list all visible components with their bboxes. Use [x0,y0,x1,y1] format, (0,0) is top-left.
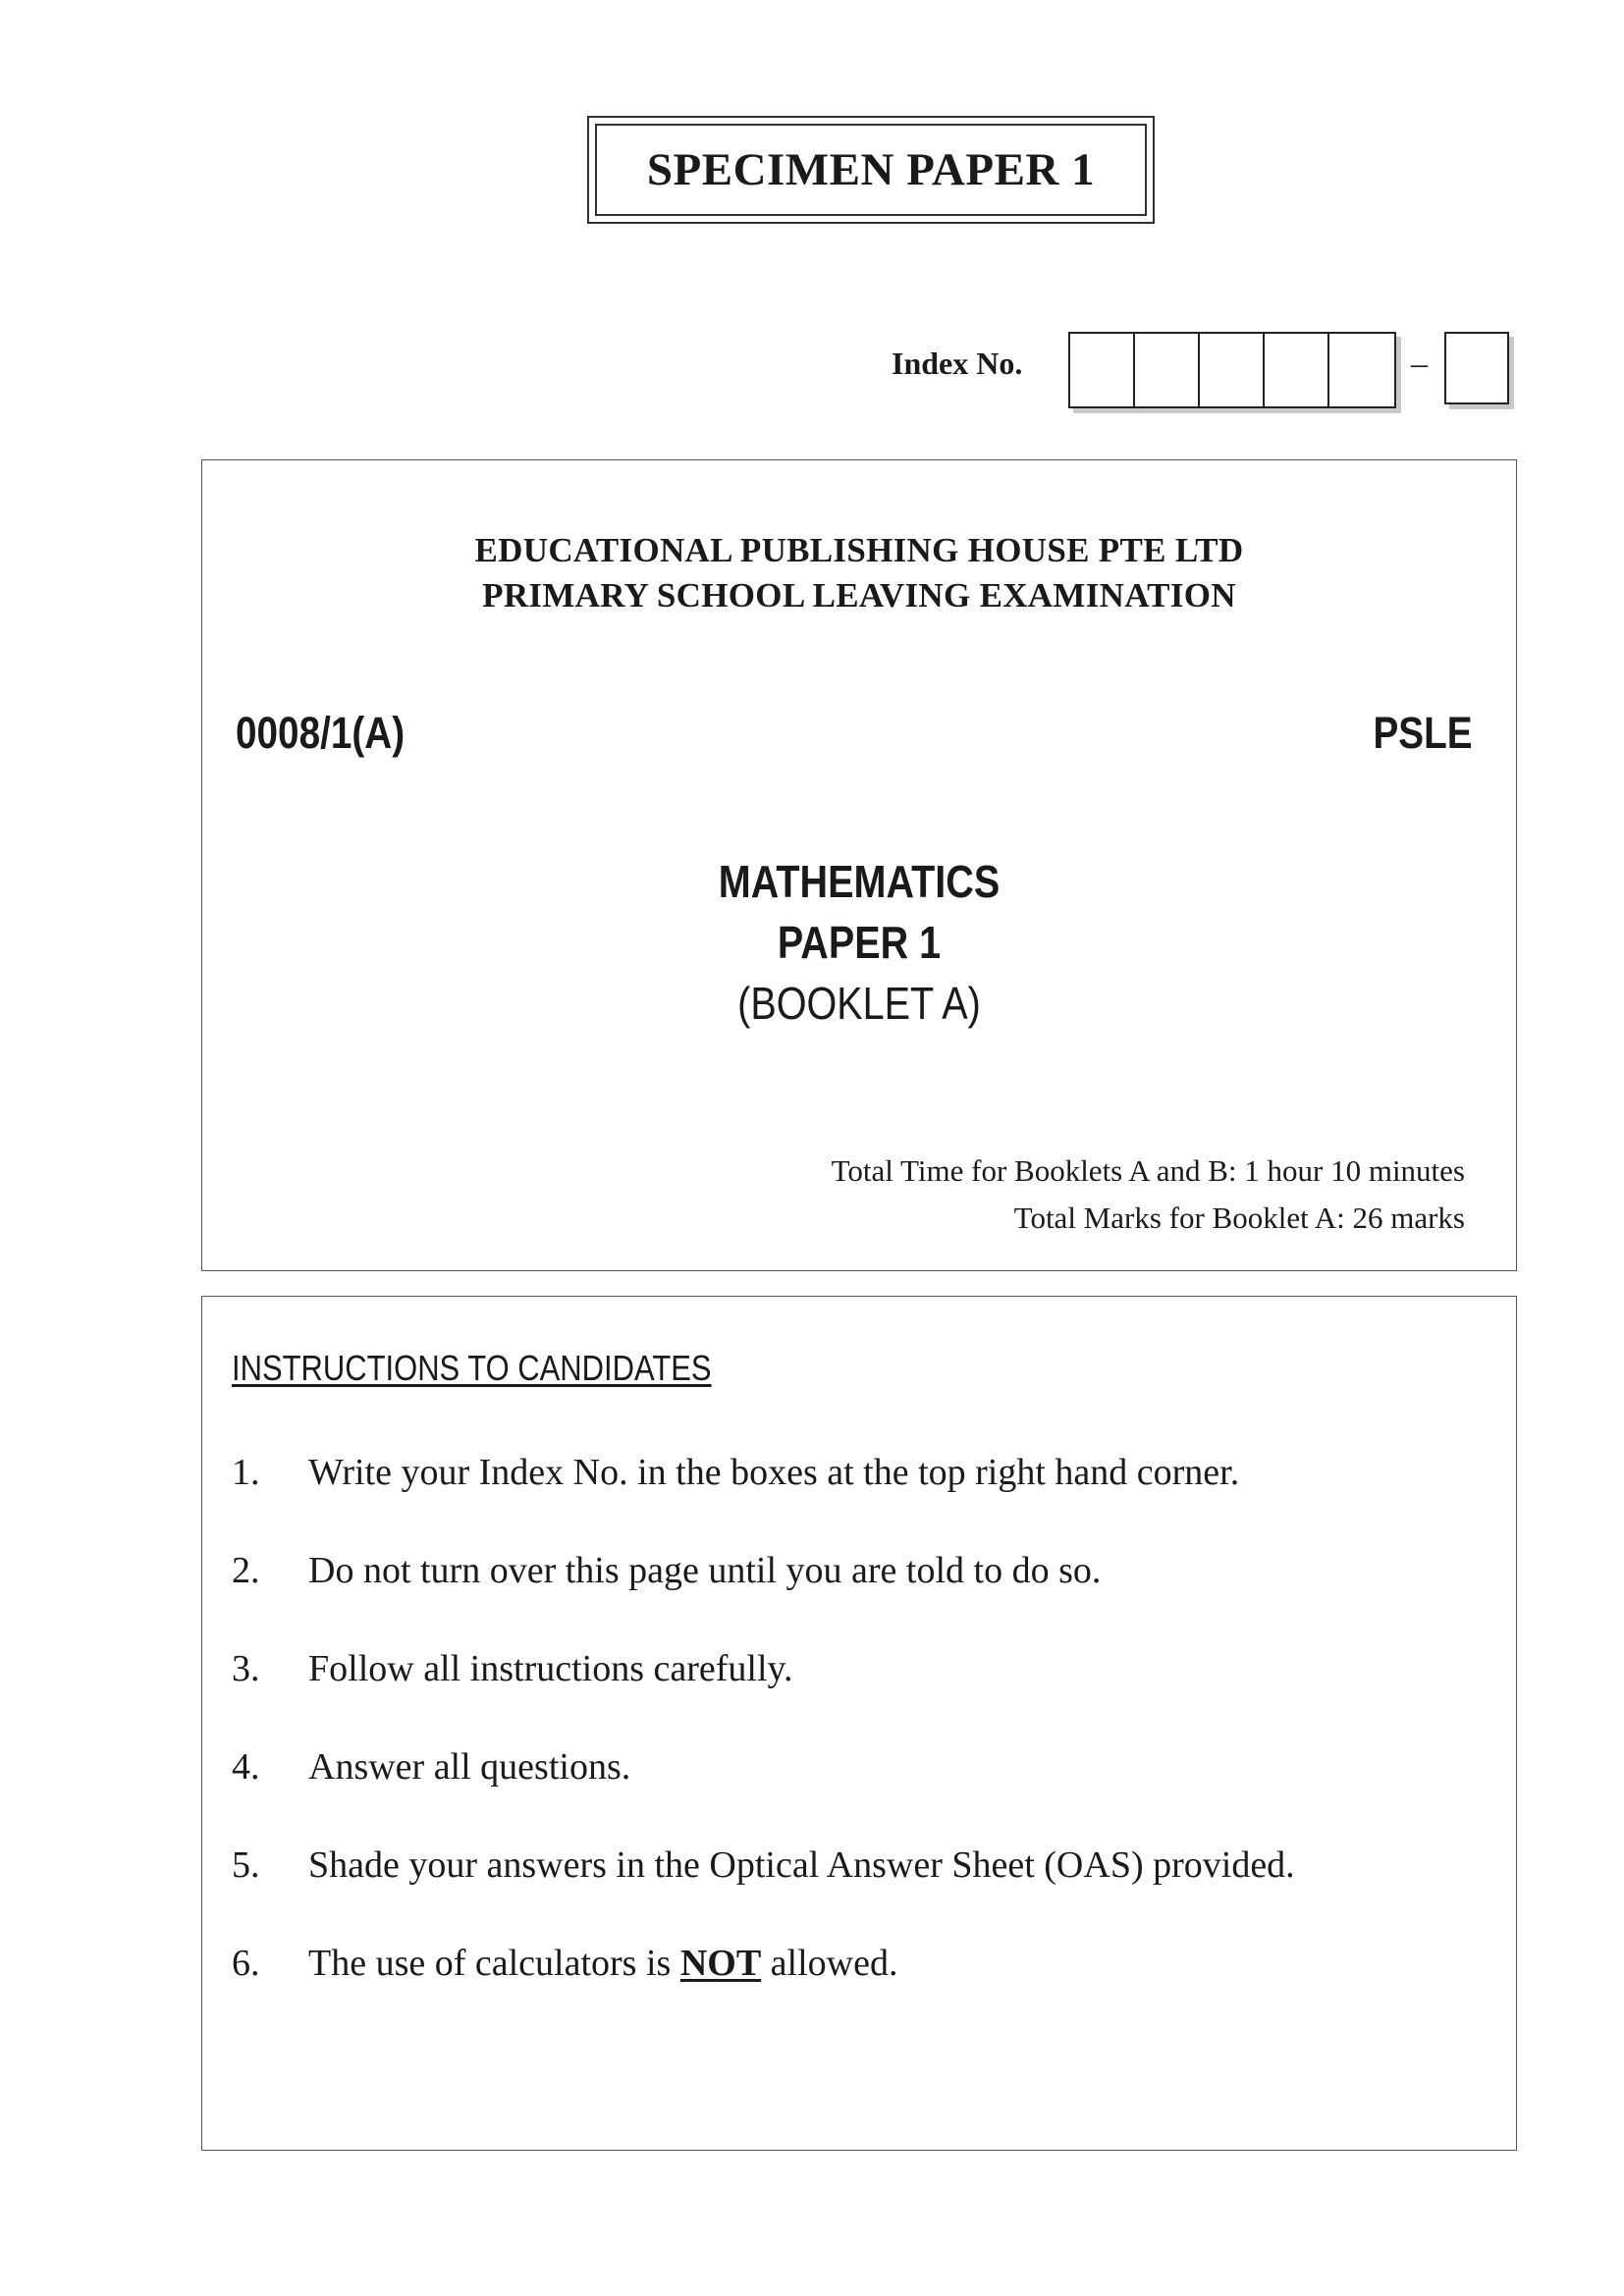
instruction-number: 3. [232,1648,260,1689]
instruction-emphasis: NOT [679,1943,762,1984]
instruction-item [232,1942,897,1985]
total-marks: Total Marks for Booklet A: 26 marks [1013,1201,1465,1235]
paper-code: 0008/1(A) [236,708,406,758]
instruction-text: Answer all questions. [308,1746,631,1788]
exam-header-box [201,459,1517,1271]
index-digit-box[interactable] [1200,334,1265,406]
subject-title: MATHEMATICS [718,856,1001,907]
instruction-number: 2. [232,1550,260,1591]
instruction-number: 4. [232,1746,260,1788]
instruction-number: 6. [232,1943,260,1984]
index-suffix-box[interactable] [1444,332,1509,404]
instruction-item [232,1843,1295,1887]
specimen-title-box [587,116,1155,224]
instruction-text: Write your Index No. in the boxes at the top right hand corner. [308,1452,1240,1493]
paper-number: PAPER 1 [777,917,942,968]
instruction-item [232,1745,630,1789]
booklet-label: (BOOKLET A) [737,978,981,1029]
instruction-text-end: allowed. [761,1943,898,1984]
index-no-label: Index No. [892,346,1023,381]
instruction-number: 1. [232,1452,260,1493]
instructions-box [201,1296,1517,2151]
index-no-boxes [1068,332,1396,408]
index-digit-box[interactable] [1070,334,1135,406]
instructions-heading: INSTRUCTIONS TO CANDIDATES [232,1348,712,1388]
exam-name: PRIMARY SCHOOL LEAVING EXAMINATION [482,576,1236,614]
total-time: Total Time for Booklets A and B: 1 hour 10 minutes [831,1153,1465,1188]
instruction-text: Shade your answers in the Optical Answer Sheet (OAS) provided. [308,1844,1295,1886]
exam-code: PSLE [1373,708,1473,758]
instruction-item [232,1549,1101,1592]
specimen-title: SPECIMEN PAPER 1 [646,144,1096,195]
specimen-title-inner-frame [595,124,1147,216]
index-separator-dash: – [1411,346,1428,382]
index-digit-box[interactable] [1135,334,1200,406]
instruction-item [232,1647,793,1690]
instruction-text: Do not turn over this page until you are told to do so. [308,1550,1102,1591]
instruction-item [232,1451,1239,1494]
index-digit-box[interactable] [1265,334,1329,406]
instruction-text: The use of calculators is [308,1943,680,1984]
publisher-name: EDUCATIONAL PUBLISHING HOUSE PTE LTD [474,531,1244,569]
instruction-number: 5. [232,1844,260,1886]
instruction-text: Follow all instructions carefully. [308,1648,793,1689]
index-digit-box[interactable] [1329,334,1394,406]
